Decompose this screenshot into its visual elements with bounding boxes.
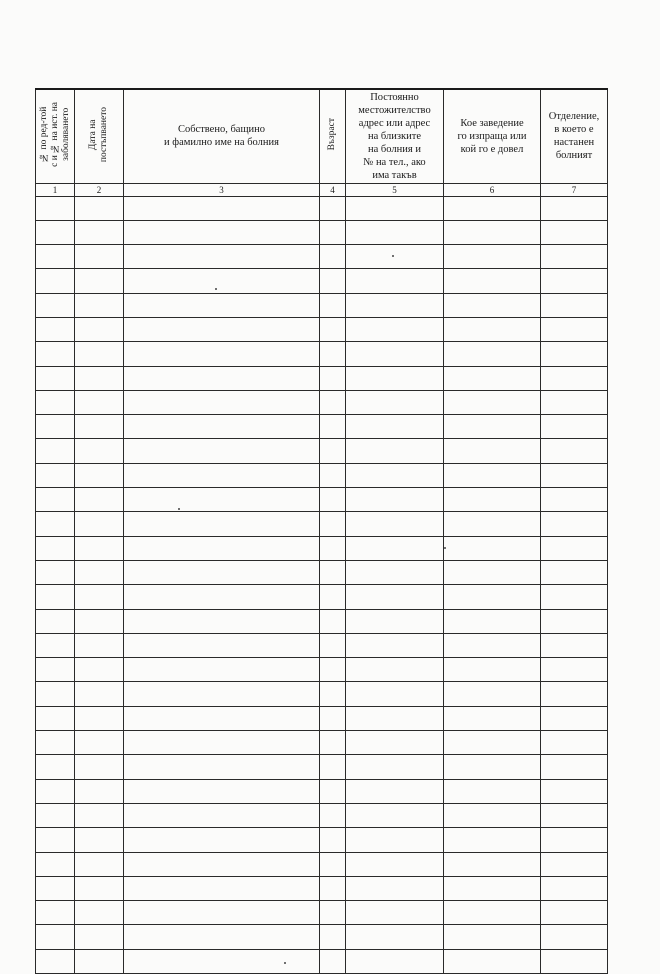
table-cell	[346, 949, 444, 973]
table-cell	[75, 876, 124, 900]
table-row	[36, 876, 608, 900]
table-cell	[124, 828, 320, 852]
table-row	[36, 196, 608, 220]
table-cell	[346, 901, 444, 925]
table-cell	[36, 415, 75, 439]
table-cell	[36, 876, 75, 900]
table-cell	[36, 658, 75, 682]
column-number: 4	[320, 183, 346, 196]
table-row	[36, 415, 608, 439]
table-cell	[541, 779, 608, 803]
table-cell	[75, 220, 124, 244]
table-cell	[36, 585, 75, 609]
table-cell	[75, 633, 124, 657]
table-cell	[320, 658, 346, 682]
table-cell	[541, 463, 608, 487]
table-row	[36, 536, 608, 560]
table-cell	[346, 876, 444, 900]
table-cell	[75, 439, 124, 463]
table-cell	[36, 949, 75, 973]
table-cell	[36, 463, 75, 487]
table-cell	[124, 585, 320, 609]
table-cell	[541, 269, 608, 293]
table-cell	[124, 536, 320, 560]
table-cell	[320, 682, 346, 706]
table-cell	[75, 828, 124, 852]
paper-speck	[284, 962, 286, 964]
table-cell	[36, 245, 75, 269]
table-cell	[346, 731, 444, 755]
table-cell	[36, 293, 75, 317]
table-cell	[36, 828, 75, 852]
paper-speck	[178, 508, 180, 510]
table-cell	[444, 779, 541, 803]
table-cell	[75, 925, 124, 949]
table-cell	[320, 901, 346, 925]
table-cell	[75, 196, 124, 220]
table-cell	[124, 196, 320, 220]
table-row	[36, 609, 608, 633]
table-row	[36, 390, 608, 414]
table-cell	[124, 463, 320, 487]
header-text: Кое заведение го изпраща или кой го е довел	[457, 117, 527, 155]
table-cell	[444, 463, 541, 487]
table-cell	[444, 512, 541, 536]
table-cell	[36, 220, 75, 244]
table-cell	[346, 658, 444, 682]
table-cell	[444, 488, 541, 512]
table-row	[36, 220, 608, 244]
table-cell	[320, 609, 346, 633]
table-cell	[320, 949, 346, 973]
table-cell	[75, 293, 124, 317]
table-cell	[320, 439, 346, 463]
table-cell	[346, 779, 444, 803]
table-cell	[346, 269, 444, 293]
table-cell	[75, 536, 124, 560]
table-cell	[541, 925, 608, 949]
table-row	[36, 245, 608, 269]
table-cell	[346, 755, 444, 779]
table-cell	[444, 925, 541, 949]
table-cell	[124, 852, 320, 876]
table-cell	[75, 415, 124, 439]
register-body	[36, 196, 608, 974]
table-row	[36, 463, 608, 487]
table-cell	[346, 828, 444, 852]
table-cell	[124, 439, 320, 463]
table-cell	[444, 682, 541, 706]
table-cell	[346, 293, 444, 317]
table-cell	[36, 901, 75, 925]
table-cell	[444, 609, 541, 633]
table-cell	[320, 633, 346, 657]
table-cell	[36, 196, 75, 220]
table-cell	[444, 633, 541, 657]
column-header-record-number	[36, 89, 75, 183]
table-cell	[320, 390, 346, 414]
patient-register-table	[35, 88, 608, 974]
table-row	[36, 658, 608, 682]
table-cell	[541, 342, 608, 366]
table-row	[36, 803, 608, 827]
table-cell	[36, 852, 75, 876]
table-cell	[541, 828, 608, 852]
header-text: Дата на постъпването	[88, 106, 109, 162]
column-number: 7	[541, 183, 608, 196]
table-cell	[320, 706, 346, 730]
table-cell	[124, 390, 320, 414]
table-cell	[320, 852, 346, 876]
column-number: 3	[124, 183, 320, 196]
table-cell	[36, 560, 75, 584]
table-cell	[346, 488, 444, 512]
table-cell	[346, 536, 444, 560]
table-cell	[541, 390, 608, 414]
table-cell	[75, 852, 124, 876]
table-cell	[124, 317, 320, 341]
table-cell	[444, 220, 541, 244]
table-cell	[124, 901, 320, 925]
table-cell	[36, 488, 75, 512]
table-cell	[36, 269, 75, 293]
table-row	[36, 949, 608, 973]
table-cell	[541, 512, 608, 536]
table-cell	[444, 755, 541, 779]
table-row	[36, 901, 608, 925]
table-cell	[444, 196, 541, 220]
table-cell	[444, 269, 541, 293]
table-cell	[124, 488, 320, 512]
table-cell	[36, 803, 75, 827]
table-cell	[444, 536, 541, 560]
table-cell	[444, 317, 541, 341]
table-cell	[75, 560, 124, 584]
table-cell	[444, 585, 541, 609]
table-cell	[444, 439, 541, 463]
paper-speck	[215, 288, 217, 290]
column-header-referring-institution	[444, 89, 541, 183]
table-cell	[444, 949, 541, 973]
table-cell	[124, 803, 320, 827]
table-cell	[541, 876, 608, 900]
table-cell	[346, 585, 444, 609]
table-cell	[444, 876, 541, 900]
table-cell	[36, 317, 75, 341]
table-cell	[320, 560, 346, 584]
table-row	[36, 293, 608, 317]
table-cell	[75, 803, 124, 827]
table-cell	[36, 755, 75, 779]
column-header-patient-name	[124, 89, 320, 183]
table-cell	[541, 220, 608, 244]
table-cell	[346, 560, 444, 584]
table-row	[36, 342, 608, 366]
header-text: Отделение, в което е настанен болният	[548, 111, 600, 162]
header-text: № по ред-той с и № на ист. на заболяването	[38, 101, 71, 167]
table-row	[36, 779, 608, 803]
table-cell	[320, 876, 346, 900]
table-cell	[320, 925, 346, 949]
table-cell	[320, 731, 346, 755]
table-cell	[75, 463, 124, 487]
table-cell	[444, 560, 541, 584]
table-cell	[346, 342, 444, 366]
paper-speck	[392, 255, 394, 257]
table-cell	[541, 609, 608, 633]
column-number: 6	[444, 183, 541, 196]
table-cell	[75, 658, 124, 682]
table-cell	[124, 560, 320, 584]
table-cell	[36, 536, 75, 560]
table-row	[36, 366, 608, 390]
table-cell	[346, 925, 444, 949]
table-cell	[320, 366, 346, 390]
table-cell	[541, 415, 608, 439]
table-cell	[320, 245, 346, 269]
column-number: 5	[346, 183, 444, 196]
table-cell	[320, 803, 346, 827]
table-cell	[346, 245, 444, 269]
header-text: Постоянно местожителство адрес или адрес на близките на болния и № на тел., ако има такъв	[358, 91, 431, 181]
table-cell	[75, 949, 124, 973]
table-cell	[75, 488, 124, 512]
table-cell	[36, 366, 75, 390]
table-cell	[320, 755, 346, 779]
table-cell	[346, 439, 444, 463]
table-row	[36, 828, 608, 852]
table-cell	[36, 633, 75, 657]
table-cell	[346, 852, 444, 876]
table-cell	[346, 706, 444, 730]
table-cell	[320, 512, 346, 536]
table-cell	[124, 949, 320, 973]
table-cell	[75, 755, 124, 779]
table-cell	[541, 293, 608, 317]
table-cell	[320, 779, 346, 803]
table-cell	[36, 512, 75, 536]
table-cell	[75, 585, 124, 609]
table-cell	[541, 852, 608, 876]
table-cell	[75, 706, 124, 730]
table-cell	[124, 609, 320, 633]
table-row	[36, 439, 608, 463]
column-number: 2	[75, 183, 124, 196]
header-text: Собствено, бащино и фамилно име на болния	[164, 124, 279, 149]
table-cell	[541, 731, 608, 755]
table-cell	[124, 415, 320, 439]
table-cell	[75, 269, 124, 293]
table-row	[36, 585, 608, 609]
table-row	[36, 925, 608, 949]
table-cell	[124, 706, 320, 730]
table-cell	[444, 901, 541, 925]
table-cell	[346, 682, 444, 706]
table-cell	[320, 415, 346, 439]
table-cell	[346, 366, 444, 390]
table-cell	[124, 682, 320, 706]
table-cell	[124, 269, 320, 293]
table-cell	[124, 245, 320, 269]
table-cell	[541, 488, 608, 512]
table-cell	[541, 196, 608, 220]
column-header-admission-date	[75, 89, 124, 183]
table-cell	[444, 245, 541, 269]
table-cell	[36, 706, 75, 730]
table-row	[36, 512, 608, 536]
table-cell	[346, 803, 444, 827]
table-cell	[541, 949, 608, 973]
table-cell	[124, 293, 320, 317]
table-cell	[36, 439, 75, 463]
table-cell	[75, 779, 124, 803]
table-cell	[75, 682, 124, 706]
table-cell	[124, 512, 320, 536]
table-row	[36, 317, 608, 341]
table-cell	[75, 245, 124, 269]
table-cell	[75, 901, 124, 925]
table-cell	[444, 706, 541, 730]
column-header-department	[541, 89, 608, 183]
table-row	[36, 682, 608, 706]
table-cell	[346, 512, 444, 536]
header-row	[36, 89, 608, 183]
table-cell	[346, 390, 444, 414]
table-cell	[444, 828, 541, 852]
table-cell	[541, 682, 608, 706]
table-cell	[75, 390, 124, 414]
table-cell	[75, 512, 124, 536]
table-cell	[444, 293, 541, 317]
table-cell	[444, 366, 541, 390]
table-row	[36, 633, 608, 657]
table-cell	[124, 658, 320, 682]
table-cell	[320, 293, 346, 317]
table-cell	[320, 536, 346, 560]
table-cell	[541, 706, 608, 730]
table-cell	[444, 415, 541, 439]
table-cell	[541, 245, 608, 269]
table-cell	[36, 390, 75, 414]
table-cell	[541, 560, 608, 584]
table-cell	[346, 633, 444, 657]
table-cell	[75, 731, 124, 755]
table-cell	[541, 755, 608, 779]
paper-speck	[444, 547, 446, 549]
table-cell	[320, 828, 346, 852]
table-cell	[124, 342, 320, 366]
table-cell	[346, 609, 444, 633]
table-cell	[320, 269, 346, 293]
table-row	[36, 852, 608, 876]
table-row	[36, 560, 608, 584]
table-cell	[541, 536, 608, 560]
table-cell	[541, 439, 608, 463]
table-cell	[541, 366, 608, 390]
table-row	[36, 731, 608, 755]
table-cell	[444, 390, 541, 414]
table-cell	[124, 876, 320, 900]
table-cell	[124, 731, 320, 755]
table-cell	[320, 488, 346, 512]
table-cell	[541, 658, 608, 682]
table-cell	[541, 317, 608, 341]
header-text: Възраст	[327, 118, 337, 151]
table-cell	[75, 317, 124, 341]
table-cell	[320, 317, 346, 341]
table-cell	[75, 366, 124, 390]
table-row	[36, 755, 608, 779]
table-cell	[346, 317, 444, 341]
table-cell	[36, 731, 75, 755]
table-cell	[124, 779, 320, 803]
table-cell	[541, 633, 608, 657]
table-cell	[541, 585, 608, 609]
table-cell	[320, 463, 346, 487]
table-cell	[444, 803, 541, 827]
table-cell	[541, 901, 608, 925]
table-cell	[346, 463, 444, 487]
table-row	[36, 488, 608, 512]
table-cell	[541, 803, 608, 827]
column-number-row	[36, 183, 608, 196]
table-cell	[75, 342, 124, 366]
column-header-age	[320, 89, 346, 183]
table-row	[36, 269, 608, 293]
table-cell	[346, 415, 444, 439]
table-cell	[444, 852, 541, 876]
table-cell	[346, 220, 444, 244]
table-cell	[346, 196, 444, 220]
column-header-address	[346, 89, 444, 183]
table-cell	[444, 658, 541, 682]
table-cell	[124, 366, 320, 390]
table-cell	[36, 682, 75, 706]
table-cell	[36, 779, 75, 803]
table-cell	[36, 609, 75, 633]
table-cell	[320, 585, 346, 609]
table-cell	[320, 220, 346, 244]
table-cell	[124, 925, 320, 949]
table-cell	[320, 196, 346, 220]
table-cell	[124, 755, 320, 779]
table-cell	[444, 731, 541, 755]
table-cell	[124, 220, 320, 244]
table-row	[36, 706, 608, 730]
table-cell	[36, 342, 75, 366]
table-cell	[124, 633, 320, 657]
table-cell	[320, 342, 346, 366]
table-cell	[75, 609, 124, 633]
column-number: 1	[36, 183, 75, 196]
table-cell	[444, 342, 541, 366]
table-cell	[36, 925, 75, 949]
